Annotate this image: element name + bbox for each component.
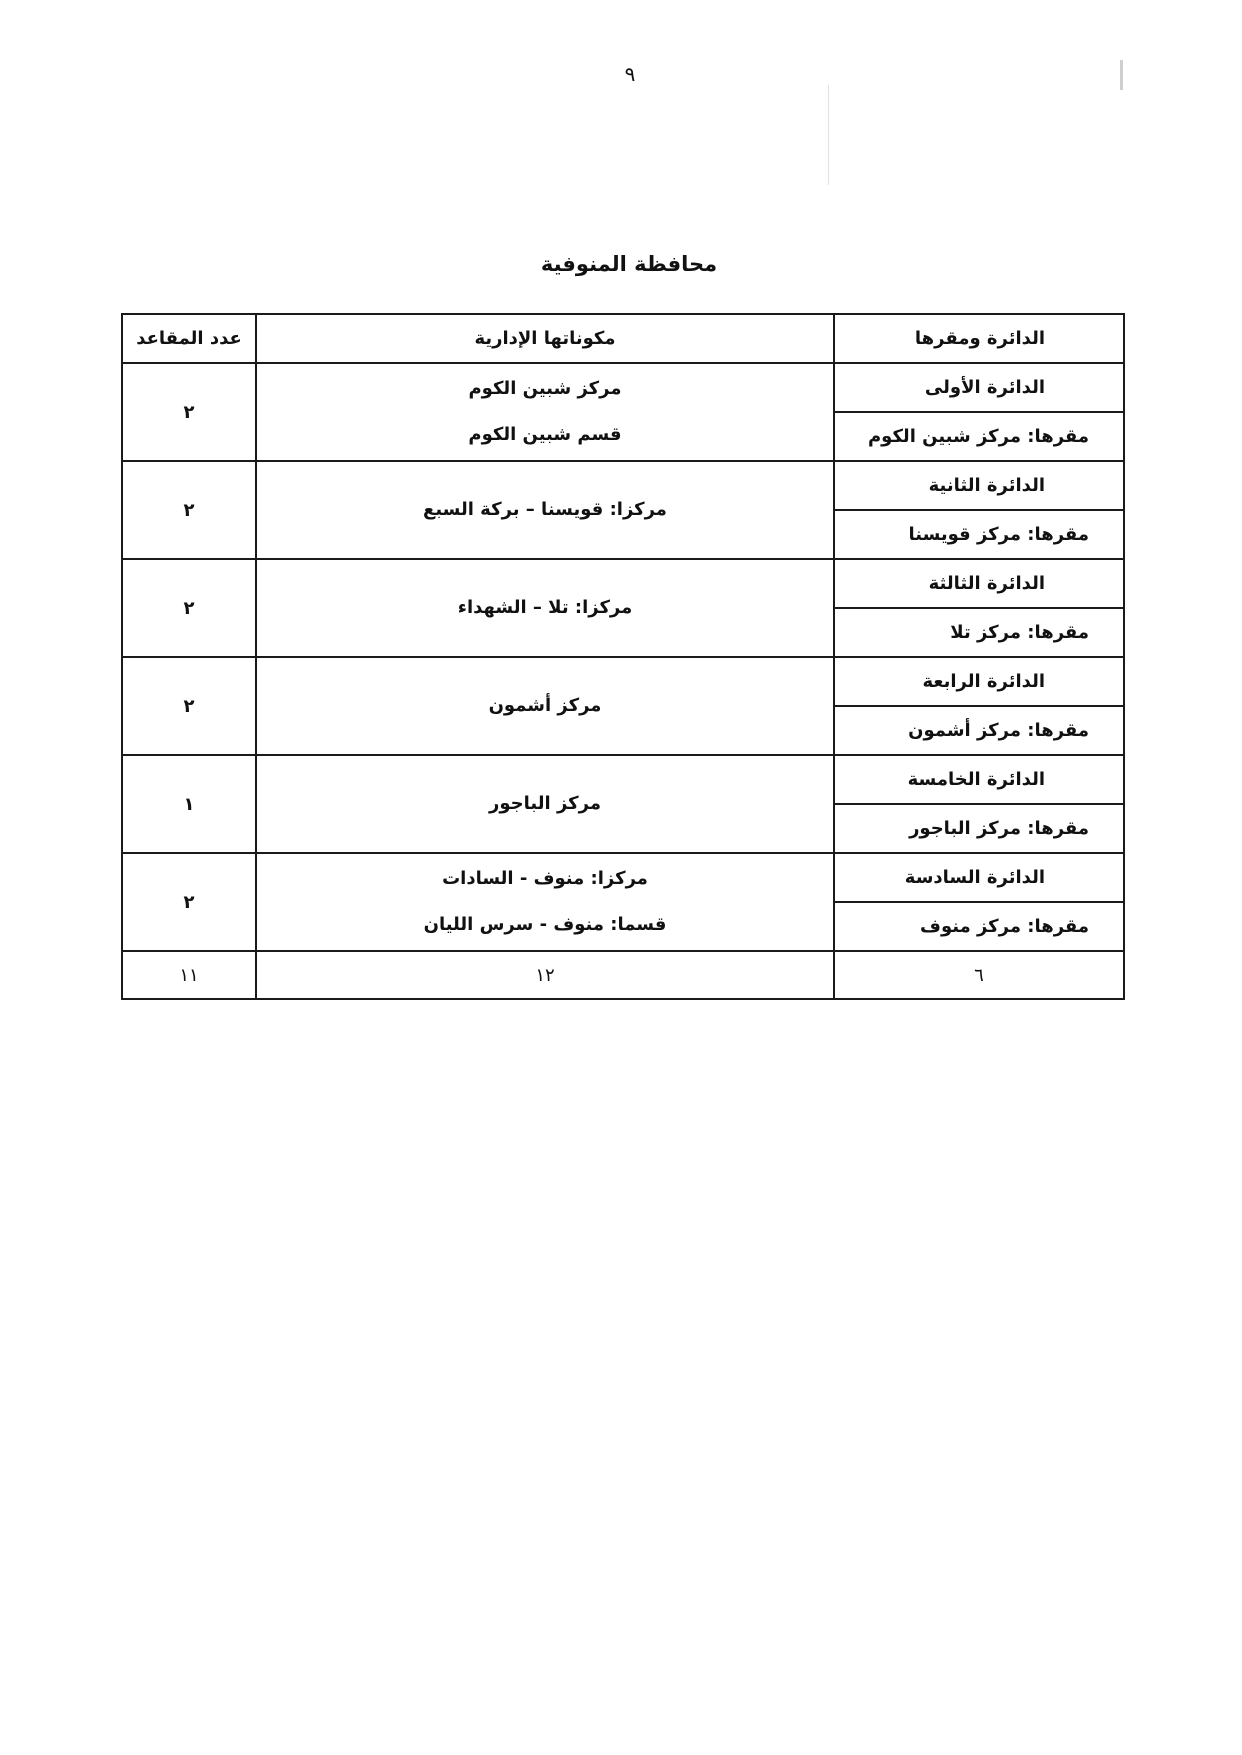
component-line: مركز الباجور — [489, 793, 601, 814]
total-seats: ١١ — [122, 951, 256, 999]
district-components — [256, 657, 834, 755]
district-seats: ٢ — [122, 461, 256, 559]
page-title: محافظة المنوفية — [540, 252, 718, 276]
district-seat: مقرها: مركز قويسنا — [834, 510, 1124, 559]
districts-table — [121, 313, 1125, 1000]
district-components — [256, 755, 834, 853]
district-components — [256, 363, 834, 461]
component-line: مركزا: تلا – الشهداء — [457, 597, 633, 618]
district-seats: ٢ — [122, 363, 256, 461]
header-components: مكوناتها الإدارية — [256, 314, 834, 363]
district-seat: مقرها: مركز تلا — [834, 608, 1124, 657]
component-line: مركز شبين الكوم — [468, 378, 622, 399]
header-seats: عدد المقاعد — [122, 314, 256, 363]
district-seats: ٢ — [122, 853, 256, 951]
district-seat: مقرها: مركز الباجور — [834, 804, 1124, 853]
component-line: قسما: منوف - سرس الليان — [423, 914, 667, 935]
district-name: الدائرة السادسة — [834, 853, 1124, 902]
component-line: مركزا: قويسنا – بركة السبع — [423, 499, 667, 520]
header-district: الدائرة ومقرها — [834, 314, 1124, 363]
district-name: الدائرة الثالثة — [834, 559, 1124, 608]
district-name: الدائرة الأولى — [834, 363, 1124, 412]
district-seats: ٢ — [122, 657, 256, 755]
district-name: الدائرة الخامسة — [834, 755, 1124, 804]
component-line: قسم شبين الكوم — [468, 424, 622, 445]
district-seats: ٢ — [122, 559, 256, 657]
total-components: ١٢ — [256, 951, 834, 999]
district-components — [256, 461, 834, 559]
table-header-row — [122, 314, 1124, 363]
table-row — [122, 755, 1124, 804]
page-number: ٩ — [624, 62, 636, 86]
scan-mark — [828, 85, 829, 185]
district-components — [256, 559, 834, 657]
component-line: مركز أشمون — [488, 695, 602, 716]
total-districts: ٦ — [834, 951, 1124, 999]
totals-row — [122, 951, 1124, 999]
district-seat: مقرها: مركز شبين الكوم — [834, 412, 1124, 461]
district-name: الدائرة الرابعة — [834, 657, 1124, 706]
table-row — [122, 363, 1124, 412]
table-row — [122, 461, 1124, 510]
table-row — [122, 853, 1124, 902]
district-seat: مقرها: مركز منوف — [834, 902, 1124, 951]
district-seats: ١ — [122, 755, 256, 853]
district-name: الدائرة الثانية — [834, 461, 1124, 510]
district-seat: مقرها: مركز أشمون — [834, 706, 1124, 755]
table-row — [122, 559, 1124, 608]
component-line: مركزا: منوف - السادات — [442, 868, 648, 889]
district-components — [256, 853, 834, 951]
table-row — [122, 657, 1124, 706]
